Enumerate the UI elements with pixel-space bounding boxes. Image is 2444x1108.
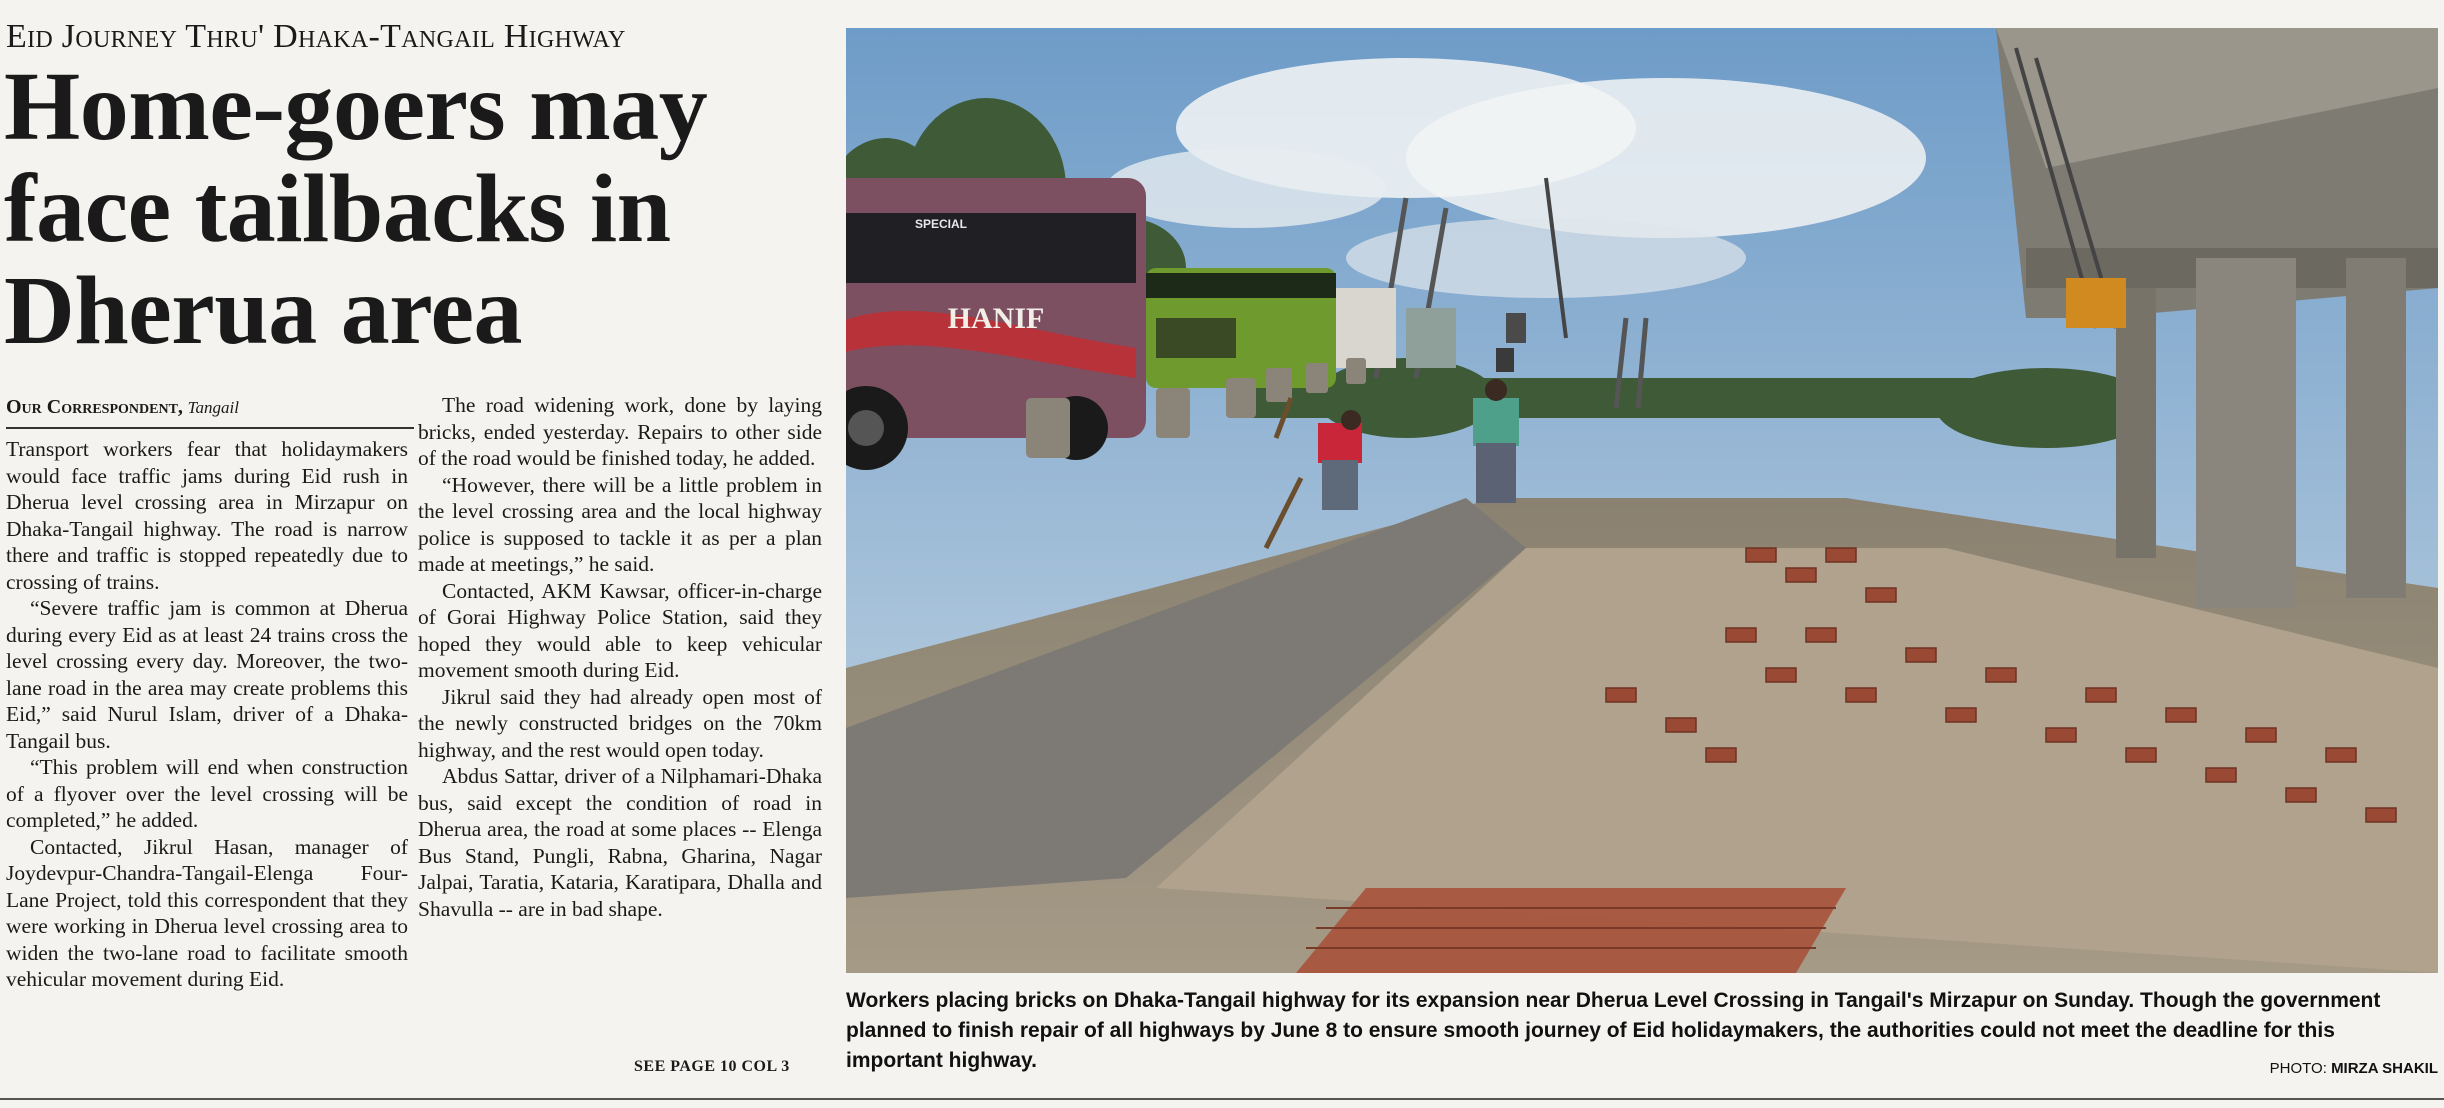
byline (6, 396, 414, 429)
paragraph: Contacted, AKM Kawsar, officer-in-charge of Gorai Highway Police Station, said they hoped they would able to keep vehicular movement smooth during Eid. (418, 578, 822, 682)
photo-caption: Workers placing bricks on Dhaka-Tangail highway for its expansion near Dherua Level Crossing in Tangail's Mirzapur on Sunday. Though the government planned to finish repair of all highways by June 8 to ensure smooth journey of Eid holidaymakers, the authorities could not meet the deadline for this important highway. (846, 989, 2381, 1072)
byline-place: Tangail (187, 398, 239, 417)
headline: Home-goers may face tailbacks in Dherua area (4, 53, 708, 365)
byline-name: Our Correspondent, (6, 396, 183, 418)
paragraph: “This problem will end when construction of a flyover over the level crossing will be completed,” he added. (6, 755, 408, 832)
paragraph: “Severe traffic jam is common at Dherua during every Eid as at least 24 trains cross the level crossing every day. Moreover, the two-lane road in the area may create problems this Eid,” said Nurul Islam, driver of a Dhaka-Tangail bus. (6, 596, 408, 753)
bus-window-label: SPECIAL (914, 217, 968, 231)
photo-credit-name: MIRZA SHAKIL (2331, 1060, 2438, 1077)
photo-credit-label: PHOTO: (2269, 1060, 2327, 1077)
news-photo (846, 28, 2438, 973)
bottom-rule (0, 1098, 2444, 1100)
paragraph: The road widening work, done by laying bricks, ended yesterday. Repairs to other side of the road would be finished today, he added. (418, 393, 822, 470)
article-column-2 (418, 392, 822, 922)
paragraph: Abdus Sattar, driver of a Nilphamari-Dhaka bus, said except the condition of road in Dherua area, the road at some places -- Elenga Bus Stand, Pungli, Rabna, Gharina, Nagar Jalpai, Taratia, Kataria, Karatipara, Dhalla and Shavulla -- are in bad shape. (418, 764, 822, 921)
kicker: Eid Journey Thru' Dhaka-Tangail Highway (6, 18, 626, 55)
paragraph: Transport workers fear that holidaymakers would face traffic jams during Eid rush in Dherua level crossing area in Mirzapur on Dhaka-Tangail highway. The road is narrow there and traffic is stopped repeatedly due to crossing of trains. (6, 437, 408, 594)
paragraph: “However, there will be a little problem in the level crossing area and the local highway police is supposed to tackle it as per a plan made at meetings,” he said. (418, 472, 822, 576)
bus-livery-text: HANIF (947, 302, 1045, 335)
paragraph: Contacted, Jikrul Hasan, manager of Joydevpur-Chandra-Tangail-Elenga Four- Lane Project, told this correspondent that they were working in Dherua level crossing area to widen the two-lane road to facilitate smooth vehicular movement during Eid. (6, 834, 408, 991)
article-column-1 (6, 436, 408, 993)
paragraph: Jikrul said they had already open most of the newly constructed bridges on the 70km highway, and the rest would open today. (418, 684, 822, 762)
continuation-link[interactable]: SEE PAGE 10 COL 3 (634, 1058, 790, 1075)
photo-credit (2270, 1060, 2438, 1077)
